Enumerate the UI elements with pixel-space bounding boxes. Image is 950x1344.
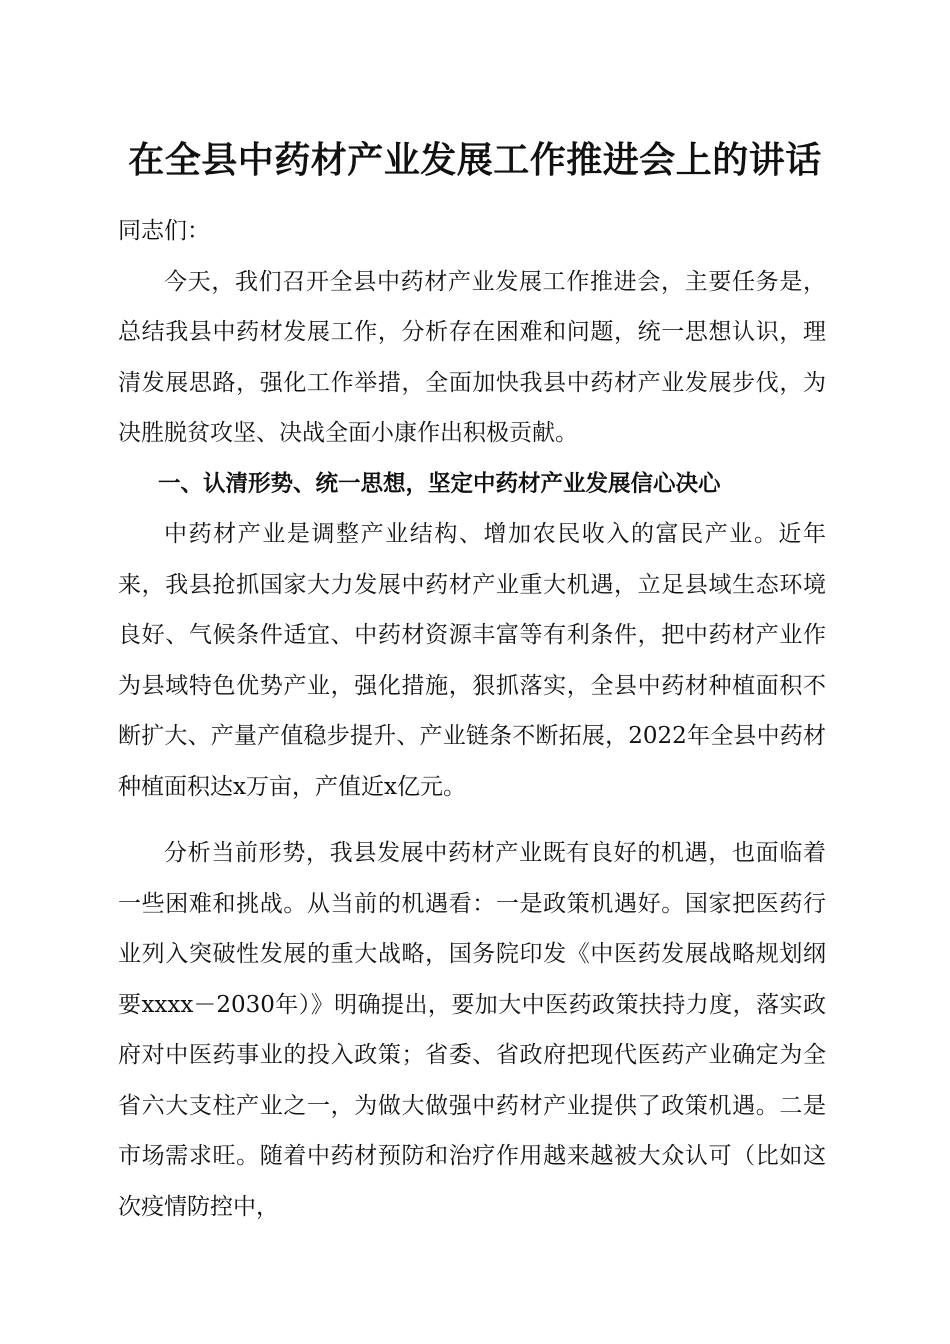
intro-paragraph: 今天，我们召开全县中药材产业发展工作推进会，主要任务是，总结我县中药材发展工作，分析存在困难和问题，统一思想认识，理清发展思路，强化工作举措，全面加快我县中药材产业发展步伐，为决胜脱贫攻坚、决战全面小康作出积极贡献。 [118,268,826,446]
document-title: 在全县中药材产业发展工作推进会上的讲话 [128,139,822,181]
document-body [118,206,826,1232]
salutation: 同志们： [118,218,210,244]
section1-paragraph-2: 分析当前形势，我县发展中药材产业既有良好的机遇，也面临着一些困难和挑战。从当前的机遇看：一是政策机遇好。国家把医药行业列入突破性发展的重大战略，国务院印发《中医药发展战略规划纲要xxxx－2030年）》明确提出，要加大中医药政策扶持力度，落实政府对中医药事业的投入政策；省委、省政府把现代医药产业确定为全省六大支柱产业之一，为做大做强中药材产业提供了政策机遇。二是市场需求旺。随着中药材预防和治疗作用越来越被大众认可（比如这次疫情防控中， [118,840,826,1220]
section-heading-1: 一、认清形势、统一思想，坚定中药材产业发展信心决心 [158,470,721,497]
section1-paragraph-1: 中药材产业是调整产业结构、增加农民收入的富民产业。近年来，我县抢抓国家大力发展中药材产业重大机遇，立足县域生态环境良好、气候条件适宜、中药材资源丰富等有利条件，把中药材产业作为县域特色优势产业，强化措施，狠抓落实，全县中药材种植面积不断扩大、产量产值稳步提升、产业链条不断拓展，2022年全县中药材种植面积达x万亩，产值近x亿元。 [118,521,826,800]
